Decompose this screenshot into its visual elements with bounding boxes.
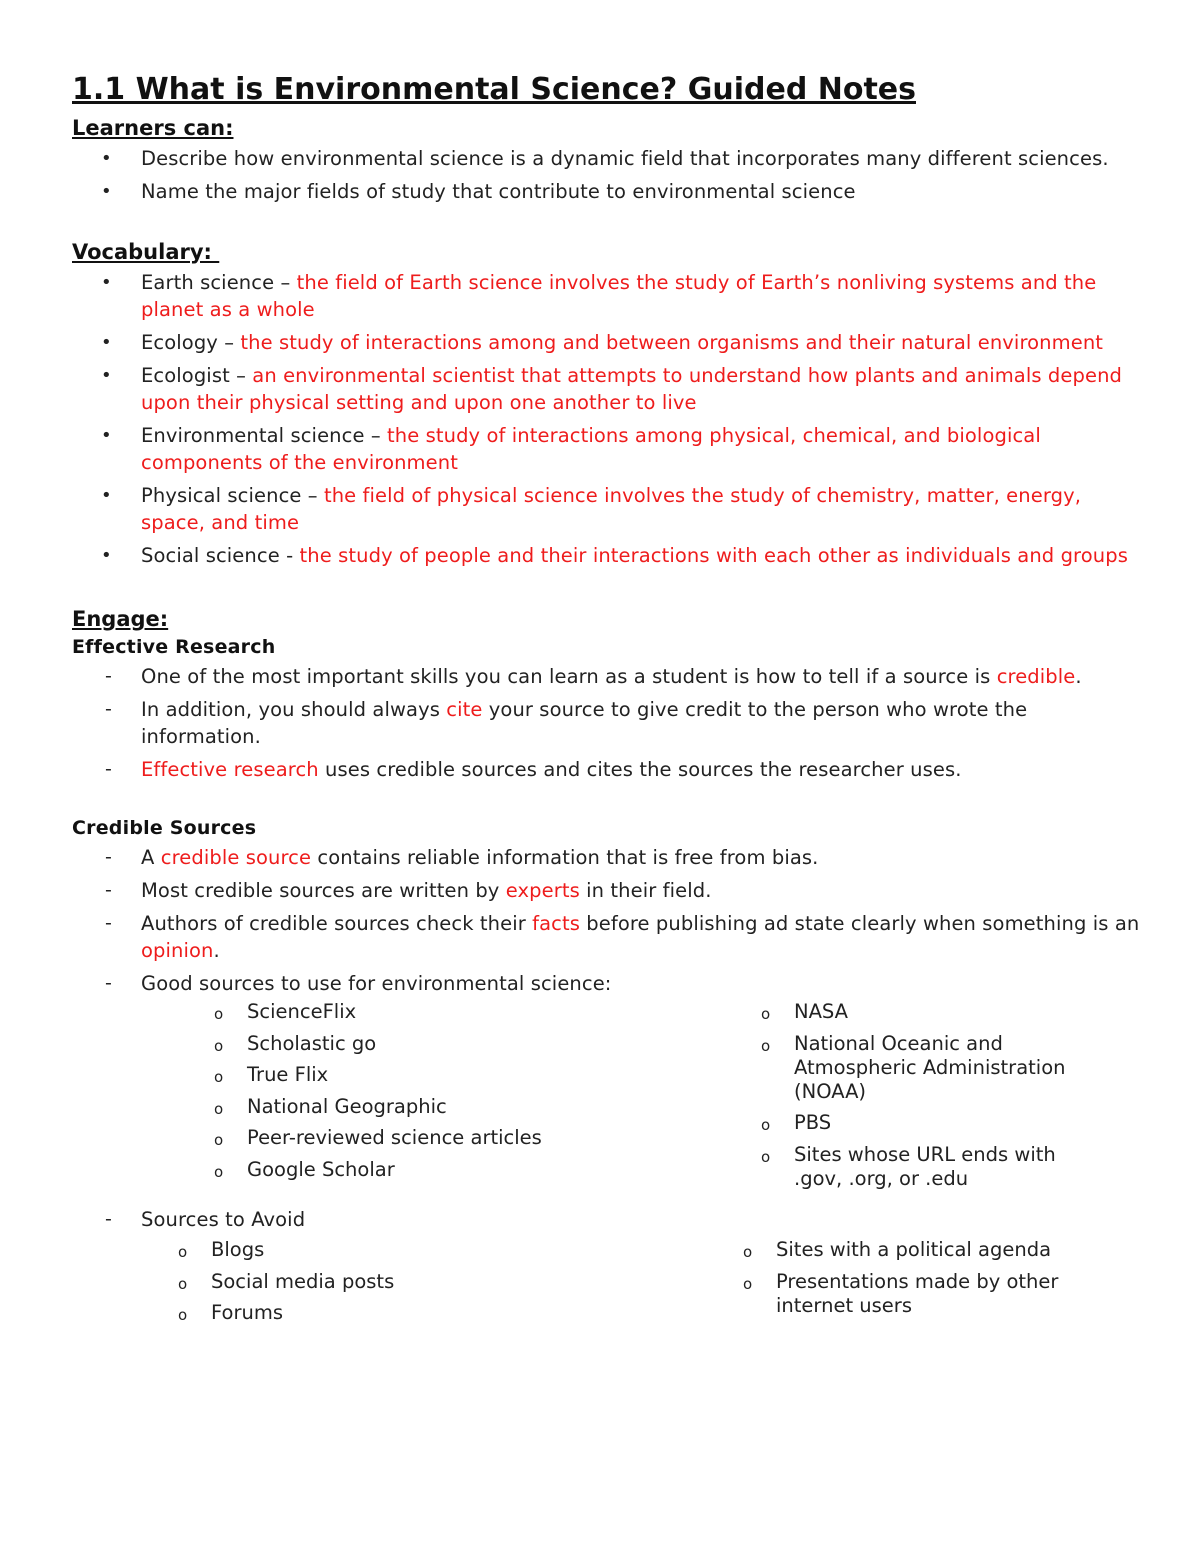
vocab-item [72, 482, 1142, 536]
page-title: 1.1 What is Environmental Science? Guided Notes [72, 72, 916, 107]
circle-bullet-icon: o [178, 1274, 188, 1293]
vocab-definition: the study of interactions among physical, chemical, and biological components of the environment [141, 424, 1041, 474]
vocab-term: Environmental science – [141, 424, 387, 447]
good-sources [72, 1000, 1142, 1194]
list-item: o National Geographic [247, 1095, 697, 1119]
vocab-definition: the field of physical science involves the study of chemistry, matter, energy, space, and time [141, 484, 1082, 534]
dash-icon: - [105, 846, 112, 868]
vocab-item [72, 362, 1142, 416]
vocab-definition: the field of Earth science involves the study of Earth’s nonliving systems and the planet as a whole [141, 271, 1097, 321]
avoid-list [72, 1206, 1142, 1233]
vocab-definition: an environmental scientist that attempts to understand how plants and animals depend upon their physical setting and upon one another to live [141, 364, 1123, 414]
list-item: o Peer-reviewed science articles [247, 1126, 697, 1150]
list-item: o Social media posts [211, 1270, 661, 1294]
dash-icon: - [105, 912, 112, 934]
bullet-icon: • [101, 148, 112, 169]
list-item: o Sites with a political agenda [776, 1238, 1086, 1262]
list-item: • Name the major fields of study that contribute to environmental science [101, 180, 856, 203]
vocab-term: Ecologist – [141, 364, 253, 387]
list-item: o ScienceFlix [247, 1000, 697, 1024]
list-item: - Effective research uses credible sources and cites the sources the researcher uses. [105, 758, 962, 781]
dash-icon: - [105, 698, 112, 720]
list-item: - Sources to Avoid [105, 1208, 306, 1231]
list-item: o Sites whose URL ends with .gov, .org, or .edu [761, 1142, 1056, 1190]
vocab-item [72, 542, 1142, 569]
bullet-icon: • [101, 181, 112, 202]
vocab-item [72, 329, 1142, 356]
dash-icon: - [105, 879, 112, 901]
avoid-sources-right [743, 1238, 1086, 1325]
avoid-sources-left [178, 1238, 661, 1333]
vocab-term: Physical science – [141, 484, 324, 507]
vocab-term: Ecology – [141, 331, 241, 354]
document-page [72, 70, 1142, 1348]
circle-bullet-icon: o [214, 1005, 224, 1023]
circle-bullet-icon: o [214, 1068, 224, 1086]
circle-bullet-icon: o [214, 1036, 224, 1055]
list-item: o National Oceanic and Atmospheric Administration (NOAA) [761, 1031, 1066, 1103]
circle-bullet-icon: o [761, 1005, 771, 1023]
list-item: - Authors of credible sources check their facts before publishing ad state clearly when something is an opinion. [105, 912, 1140, 962]
list-item: o Scholastic go [247, 1032, 697, 1056]
effective-research-heading: Effective Research [72, 636, 276, 658]
list-item: o Forums [211, 1301, 661, 1325]
dash-icon: - [105, 665, 112, 687]
bullet-icon: • [101, 485, 112, 506]
circle-bullet-icon: o [214, 1131, 224, 1149]
bullet-icon: • [101, 545, 112, 566]
list-item: o Blogs [211, 1238, 661, 1262]
circle-bullet-icon: o [214, 1162, 224, 1181]
learners-list [72, 145, 1142, 205]
circle-bullet-icon: o [761, 1147, 771, 1166]
credible-sources-heading: Credible Sources [72, 817, 257, 839]
list-item: o PBS [794, 1111, 1094, 1135]
avoid-sources [72, 1238, 1142, 1348]
vocab-term: Earth science – [141, 271, 297, 294]
vocabulary-heading: Vocabulary: [72, 240, 220, 264]
list-item: o Google Scholar [247, 1158, 697, 1182]
list-item: - In addition, you should always cite your source to give credit to the person who wrote the information. [105, 698, 1028, 748]
bullet-icon: • [101, 272, 112, 293]
list-item: - Good sources to use for environmental science: [105, 972, 612, 995]
dash-icon: - [105, 758, 112, 780]
research-list [72, 663, 1142, 783]
vocab-term: Social science - [141, 544, 300, 567]
vocabulary-list [72, 269, 1142, 569]
circle-bullet-icon: o [743, 1243, 753, 1261]
vocab-item [72, 422, 1142, 476]
list-item: • Describe how environmental science is a dynamic field that incorporates many different sciences. [101, 147, 1109, 170]
circle-bullet-icon: o [178, 1306, 188, 1324]
learners-heading: Learners can: [72, 116, 234, 140]
list-item: o True Flix [247, 1063, 697, 1087]
good-sources-right [761, 1000, 1094, 1198]
circle-bullet-icon: o [178, 1243, 188, 1261]
vocab-definition: the study of people and their interactions with each other as individuals and groups [299, 544, 1128, 567]
bullet-icon: • [101, 365, 112, 386]
dash-icon: - [105, 972, 112, 994]
circle-bullet-icon: o [743, 1274, 753, 1293]
credible-list [72, 844, 1142, 997]
engage-heading: Engage: [72, 607, 169, 631]
bullet-icon: • [101, 425, 112, 446]
vocab-definition: the study of interactions among and between organisms and their natural environment [240, 331, 1104, 354]
list-item: - A credible source contains reliable information that is free from bias. [105, 846, 819, 869]
vocab-item [72, 269, 1142, 323]
circle-bullet-icon: o [761, 1036, 771, 1055]
good-sources-left [214, 1000, 697, 1189]
list-item: o Presentations made by other internet users [743, 1269, 1059, 1317]
bullet-icon: • [101, 332, 112, 353]
circle-bullet-icon: o [761, 1116, 771, 1134]
list-item: - Most credible sources are written by experts in their field. [105, 879, 712, 902]
list-item: - One of the most important skills you can learn as a student is how to tell if a source is credible. [105, 665, 1082, 688]
circle-bullet-icon: o [214, 1099, 224, 1118]
list-item: o NASA [794, 1000, 1094, 1024]
dash-icon: - [105, 1208, 112, 1230]
